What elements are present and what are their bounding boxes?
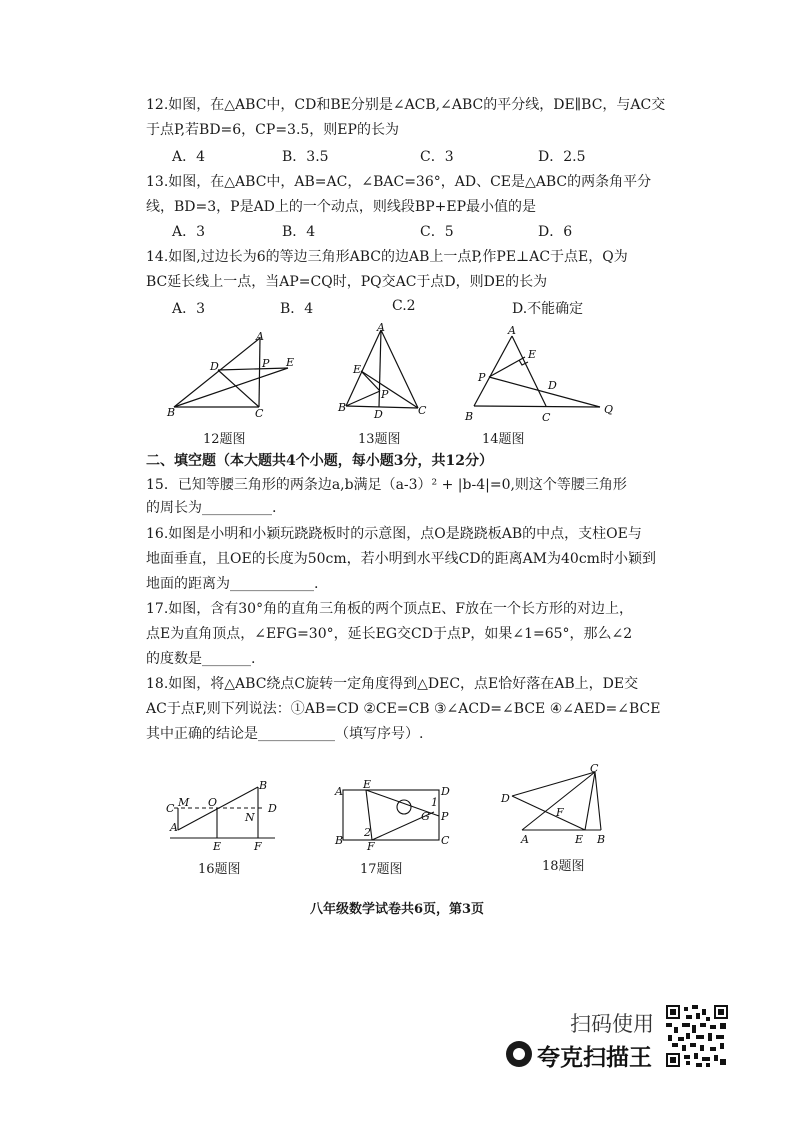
- fig18-seg-bc: [595, 772, 601, 830]
- fig17-hole: [397, 800, 411, 814]
- fig18-seg-de: [512, 796, 585, 830]
- fig13-label-p: P: [381, 388, 389, 401]
- fig16-label-e: E: [213, 840, 222, 853]
- fig13-label-a: A: [377, 321, 385, 334]
- fig18-label-c: C: [590, 762, 599, 775]
- fig18-label-f: F: [556, 806, 564, 819]
- q13-option-b: B．4: [282, 224, 316, 240]
- figure-16: [165, 775, 285, 855]
- q14-option-b: B．4: [280, 301, 314, 317]
- fig18-seg-dc: [512, 772, 595, 796]
- fig13-label-b: B: [338, 401, 347, 414]
- q16-line2: 地面垂直，且OE的长度为50cm，若小明到水平线CD的距离AM为40cm时小颖到: [146, 551, 656, 567]
- q18-line3: 其中正确的结论是___________（填写序号）.: [146, 726, 424, 742]
- fig14-label-e: E: [528, 348, 537, 361]
- q14-option-c: C.2: [392, 298, 416, 314]
- q12-option-d: D．2.5: [538, 149, 586, 165]
- fig12-label-b: B: [167, 406, 176, 419]
- fig17-label-c: C: [441, 834, 450, 847]
- q12-line2: 于点P,若BD=6，CP=3.5，则EP的长为: [146, 122, 399, 138]
- fig12-label-d: D: [210, 360, 219, 373]
- fig14-seg-bq: [474, 406, 600, 407]
- fig14-label-b: B: [465, 410, 474, 423]
- fig18-caption: 18题图: [542, 859, 585, 874]
- fig13-caption: 13题图: [358, 432, 401, 447]
- fig17-label-a: A: [335, 785, 343, 798]
- q15-line2: 的周长为__________.: [146, 500, 277, 516]
- q14-line1: 14.如图,过边长为6的等边三角形ABC的边AB上一点P,作PE⊥AC于点E，Q为: [146, 249, 628, 265]
- fig13-label-c: C: [418, 404, 427, 417]
- q12-option-c: C．3: [420, 149, 454, 165]
- fig16-caption: 16题图: [198, 862, 241, 877]
- fig14-label-q: Q: [604, 403, 614, 416]
- scan-to-use-text: 扫码使用: [570, 1012, 654, 1036]
- fig17-label-angle2: 2: [364, 826, 371, 839]
- fig12-seg-ac: [259, 338, 260, 407]
- q14-option-a: A．3: [172, 301, 206, 317]
- fig17-label-g: G: [421, 810, 430, 823]
- fig14-caption: 14题图: [482, 432, 525, 447]
- q13-option-a: A．3: [172, 224, 206, 240]
- fig17-label-e: E: [363, 778, 372, 791]
- quark-logo-icon: [506, 1041, 532, 1067]
- fig18-label-e: E: [575, 833, 584, 846]
- q12-line1: 12.如图，在△ABC中，CD和BE分别是∠ACB,∠ABC的平分线，DE∥BC，与AC交: [146, 97, 666, 113]
- fig12-label-a: A: [256, 330, 264, 343]
- q17-line1: 17.如图，含有30°角的直角三角板的两个顶点E、F放在一个长方形的对边上，: [146, 601, 634, 617]
- fig16-label-m: M: [178, 796, 190, 809]
- q13-option-c: C．5: [420, 224, 454, 240]
- q12-option-b: B．3.5: [282, 149, 329, 165]
- q17-line2: 点E为直角顶点，∠EFG=30°，延长EG交CD于点P，如果∠1=65°，那么∠2: [146, 626, 633, 642]
- fig17-label-angle1: 1: [431, 796, 438, 809]
- fig16-label-d: D: [268, 802, 277, 815]
- fig14-label-p: P: [478, 371, 486, 384]
- q13-option-d: D．6: [538, 224, 573, 240]
- fig17-label-d: D: [441, 785, 450, 798]
- fig18-seg-ec: [585, 772, 595, 830]
- fig13-seg-ab: [346, 330, 381, 406]
- q12-option-a: A．4: [172, 149, 206, 165]
- section-2-heading: 二、填空题（本大题共4个小题，每小题3分，共12分）: [146, 453, 493, 469]
- q16-line3: 地面的距离为____________.: [146, 576, 319, 592]
- app-name: 夸克扫描王: [537, 1045, 652, 1071]
- fig17-label-f: F: [367, 840, 375, 853]
- fig17-label-p: P: [441, 810, 449, 823]
- fig16-label-a: A: [170, 821, 178, 834]
- figure-13: [335, 320, 435, 420]
- q13-line2: 线，BD=3，P是AD上的一个动点，则线段BP+EP最小值的是: [146, 199, 536, 215]
- fig12-seg-de: [218, 368, 288, 370]
- fig12-seg-cd: [218, 370, 259, 407]
- qr-code-icon[interactable]: [666, 1005, 728, 1067]
- q15-line1: 15．已知等腰三角形的两条边a,b满足（a-3）² + |b-4|=0,则这个等腰三角形: [146, 477, 627, 493]
- fig14-label-d: D: [548, 379, 557, 392]
- figure-12: [165, 330, 300, 420]
- figure-17: [333, 778, 453, 853]
- fig17-label-b: B: [335, 834, 344, 847]
- fig16-label-c: C: [166, 802, 175, 815]
- fig16-label-o: O: [208, 796, 218, 809]
- fig13-label-d: D: [374, 408, 383, 421]
- fig18-label-d: D: [501, 792, 510, 805]
- fig12-label-e: E: [286, 356, 295, 369]
- fig14-label-a: A: [508, 324, 516, 337]
- fig17-caption: 17题图: [360, 862, 403, 877]
- fig16-label-b: B: [259, 779, 268, 792]
- figure-18: [498, 760, 618, 850]
- q17-line3: 的度数是_______.: [146, 651, 256, 667]
- fig12-label-c: C: [255, 407, 264, 420]
- fig18-label-a: A: [521, 833, 529, 846]
- page-footer: 八年级数学试卷共6页，第3页: [309, 902, 485, 917]
- fig12-label-p: P: [262, 357, 270, 370]
- fig12-caption: 12题图: [203, 432, 246, 447]
- fig18-seg-ac: [522, 772, 595, 830]
- q18-line2: AC于点F,则下列说法：①AB=CD ②CE=CB ③∠ACD=∠BCE ④∠AED=∠BCE: [146, 701, 661, 717]
- q18-line1: 18.如图，将△ABC绕点C旋转一定角度得到△DEC，点E恰好落在AB上，DE交: [146, 676, 639, 692]
- q14-line2: BC延长线上一点，当AP=CQ时，PQ交AC于点D，则DE的长为: [146, 274, 548, 290]
- q16-line1: 16.如图是小明和小颖玩跷跷板时的示意图，点O是跷跷板AB的中点，支柱OE与: [146, 526, 642, 542]
- fig18-label-b: B: [597, 833, 606, 846]
- fig12-seg-be: [174, 368, 288, 407]
- fig14-seg-ac: [512, 336, 546, 406]
- fig16-label-n: N: [245, 811, 255, 824]
- q14-option-d: D.不能确定: [512, 301, 584, 317]
- fig13-seg-bp: [346, 391, 380, 406]
- fig14-label-c: C: [542, 411, 551, 424]
- fig16-label-f: F: [254, 840, 262, 853]
- figure-14: [460, 320, 620, 424]
- q13-line1: 13.如图，在△ABC中，AB=AC，∠BAC=36°，AD、CE是△ABC的两条角平分: [146, 174, 652, 190]
- fig13-label-e: E: [353, 363, 362, 376]
